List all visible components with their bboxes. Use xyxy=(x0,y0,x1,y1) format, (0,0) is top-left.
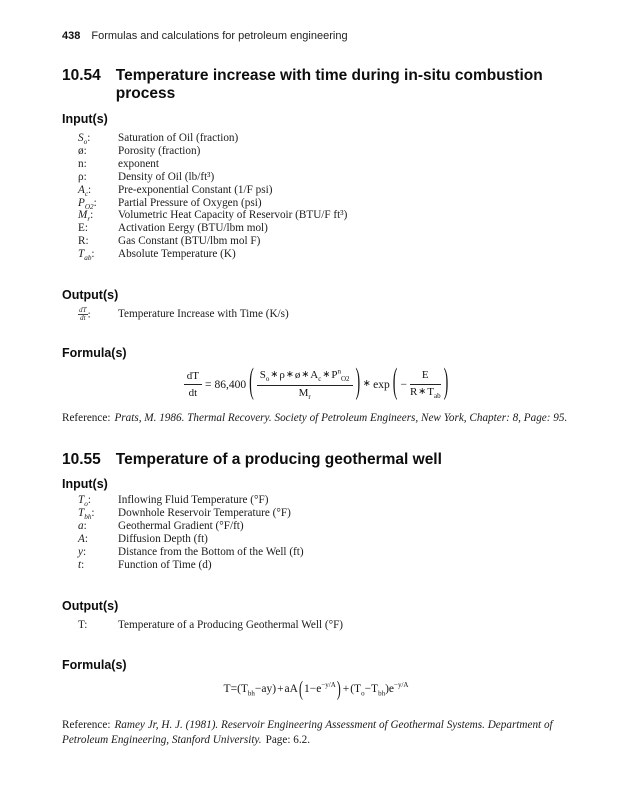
reference-10-55 xyxy=(62,718,570,747)
T-variable: T xyxy=(223,683,231,696)
main-fraction: $\frac{S_o∗\rho∗ø∗A_c∗P^n_{O2}}{M_r}$ xyxy=(257,369,353,400)
dT-dt-fraction: $\frac{dT}{dt}$ xyxy=(184,370,202,400)
input-symbol: E: xyxy=(78,222,88,235)
inputs-heading: Input(s) xyxy=(62,112,108,126)
input-row xyxy=(78,171,570,184)
running-head xyxy=(62,30,570,42)
right-paren: ) xyxy=(443,364,449,403)
outputs-heading: Output(s) xyxy=(62,288,119,303)
reference-label: Reference: xyxy=(62,719,111,732)
input-row xyxy=(78,184,570,197)
exp-function: exp xyxy=(373,378,390,391)
input-desc: Inflowing Fluid Temperature (°F) xyxy=(118,493,269,506)
input-row xyxy=(78,533,570,546)
input-desc: Volumetric Heat Capacity of Reservoir (BTU/F ft³) xyxy=(118,209,348,222)
formula-heading: Formula(s) xyxy=(62,658,127,673)
input-symbol: n: xyxy=(78,157,87,170)
output-list xyxy=(62,617,570,633)
input-desc: exponent xyxy=(118,157,160,170)
section-number: 10.54 xyxy=(62,67,101,84)
input-desc: Saturation of Oil (fraction) xyxy=(118,132,239,144)
output-row xyxy=(78,306,570,322)
input-symbol: $A_c$: xyxy=(78,183,92,198)
input-desc: Pre-exponential Constant (1/F psi) xyxy=(118,183,273,196)
input-symbol: ρ: xyxy=(78,170,87,183)
input-desc: Diffusion Depth (ft) xyxy=(118,532,208,545)
input-symbol: ø: xyxy=(78,144,87,157)
section-title-10-55 xyxy=(62,451,570,469)
input-desc: Absolute Temperature (K) xyxy=(118,248,236,261)
input-desc: Gas Constant (BTU/lbm mol F) xyxy=(118,235,261,248)
input-row xyxy=(78,132,570,145)
reference-label: Reference: xyxy=(62,412,111,425)
section-number: 10.55 xyxy=(62,450,101,468)
input-row xyxy=(78,546,570,559)
equals-sign: = xyxy=(204,378,212,391)
outputs-heading: Output(s) xyxy=(62,599,119,614)
reference-10-54 xyxy=(62,411,570,426)
right-paren: ) xyxy=(336,676,341,702)
multiply-sign: ∗ xyxy=(362,379,371,390)
output-desc: Temperature Increase with Time (K/s) xyxy=(118,308,289,321)
coefficient: 86,400 xyxy=(214,378,247,391)
input-symbol: y: xyxy=(78,545,87,558)
output-list xyxy=(62,306,570,322)
running-title: Formulas and calculations for petroleum engineering xyxy=(91,30,348,42)
input-row xyxy=(78,494,570,507)
input-desc: Porosity (fraction) xyxy=(118,144,201,157)
input-row xyxy=(78,235,570,248)
input-symbol: t: xyxy=(78,558,85,571)
reference-citation: Prats, M. 1986. Thermal Recovery. Society of Petroleum Engineers, New York, Chapter: 8, Page: 95. xyxy=(114,412,568,425)
input-symbol: $M_r$: xyxy=(78,209,94,224)
input-symbol: a: xyxy=(78,519,87,532)
equals-sign: = xyxy=(230,683,238,696)
inputs-heading: Input(s) xyxy=(62,476,108,491)
input-desc: Geothermal Gradient (°F/ft) xyxy=(118,519,244,532)
formula-10-55: $T=(T_{bh}-ay)$ + $aA(1-e^{-y/A})$ + $(T_o-T_{bh})e^{-y/A}$ xyxy=(223,676,409,702)
output-desc: Temperature of a Producing Geothermal Well (°F) xyxy=(118,619,344,632)
input-row xyxy=(78,197,570,210)
input-desc: Partial Pressure of Oxygen (psi) xyxy=(118,196,262,209)
input-row xyxy=(78,158,570,171)
input-symbol: $S_o$: xyxy=(78,132,91,147)
reference-citation: Ramey Jr, H. J. (1981). Reservoir Engineering Assessment of Geothermal Systems. Department of Petroleum Engineering, Stanford University. xyxy=(62,719,553,746)
input-symbol: $T_{ab}$: xyxy=(78,248,95,263)
input-desc: Activation Eergy (BTU/lbm mol) xyxy=(118,222,268,235)
input-row xyxy=(78,222,570,235)
left-paren: ( xyxy=(298,676,303,702)
input-row xyxy=(78,145,570,158)
reference-page: Page: 6.2. xyxy=(265,733,311,746)
input-desc: Function of Time (d) xyxy=(118,558,212,571)
section-title-text: Temperature of a producing geothermal well xyxy=(115,450,442,468)
input-row xyxy=(78,559,570,572)
formula-heading: Formula(s) xyxy=(62,346,127,361)
section-title-text: Temperature increase with time during in-situ combustion process xyxy=(115,67,543,102)
output-row xyxy=(78,617,570,633)
input-symbol: R: xyxy=(78,235,89,248)
input-desc: Downhole Reservoir Temperature (°F) xyxy=(118,506,291,519)
input-symbol: $T_o$: xyxy=(78,493,91,509)
input-row xyxy=(78,248,570,261)
input-symbol: $T_{bh}$: xyxy=(78,506,95,522)
right-paren: ) xyxy=(355,364,361,403)
left-paren: ( xyxy=(392,364,398,403)
output-symbol: T: xyxy=(78,619,88,632)
input-list xyxy=(62,494,570,571)
input-symbol: A: xyxy=(78,532,88,545)
input-row xyxy=(78,209,570,222)
input-desc: Distance from the Bottom of the Well (ft) xyxy=(118,545,304,558)
exponent-fraction: $\frac{E}{R∗T_{ab}}$ xyxy=(409,369,441,401)
formula-10-54 xyxy=(62,364,570,403)
input-row xyxy=(78,520,570,533)
input-symbol: $P_{O2}$: xyxy=(78,196,97,211)
input-row xyxy=(78,507,570,520)
page-number: 438 xyxy=(62,30,81,42)
left-paren: ( xyxy=(249,364,254,403)
section-title-10-54 xyxy=(62,67,570,103)
output-symbol: $\frac{dT}{dt}$ : xyxy=(79,305,91,322)
input-list xyxy=(62,132,570,261)
minus-sign: − xyxy=(400,378,407,391)
input-desc: Density of Oil (lb/ft³) xyxy=(118,170,215,183)
